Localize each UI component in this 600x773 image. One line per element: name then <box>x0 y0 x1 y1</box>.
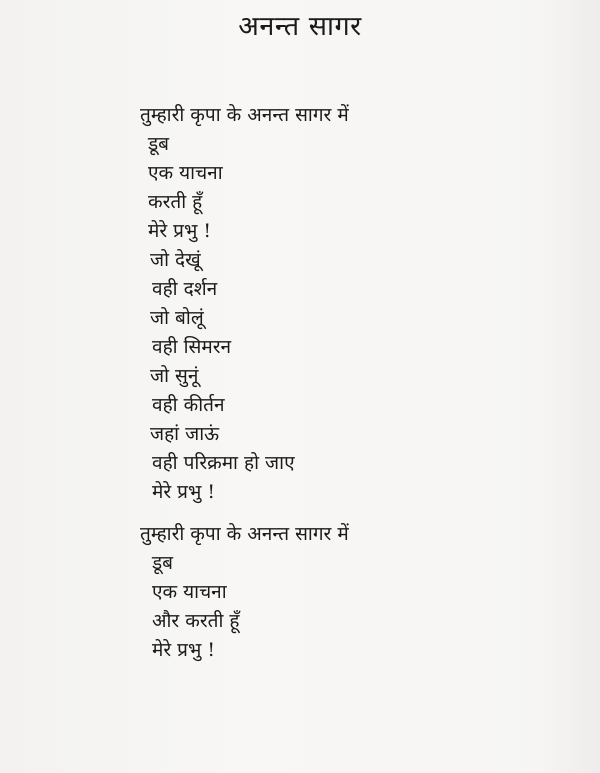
poem-line: वही दर्शन <box>152 278 218 300</box>
poem-line: मेरे प्रभु ! <box>152 639 216 661</box>
poem-line: जहां जाऊं <box>150 423 220 445</box>
poem-line: वही परिक्रमा हो जाए <box>152 452 295 474</box>
poem-line: जो सुनूं <box>150 365 199 387</box>
poem-line: जो बोलूं <box>150 307 204 329</box>
poem-line: करती हूँ <box>148 191 203 213</box>
poem-line: एक याचना <box>148 162 223 184</box>
poem-line: जो देखूं <box>150 249 201 271</box>
poem-line: मेरे प्रभु ! <box>148 220 212 242</box>
poem-line: डूब <box>148 133 170 155</box>
poem-line: तुम्हारी कृपा के अनन्त सागर में <box>140 523 349 545</box>
poem-title: अनन्त सागर <box>238 11 362 42</box>
poem-line: वही कीर्तन <box>152 394 225 416</box>
poem-line: वही सिमरन <box>152 336 232 358</box>
poem-line: एक याचना <box>152 581 227 603</box>
poem-line: तुम्हारी कृपा के अनन्त सागर में <box>140 104 349 126</box>
poem-body <box>140 101 349 665</box>
poem-line: मेरे प्रभु ! <box>152 481 216 503</box>
poem-line: डूब <box>152 552 174 574</box>
stanza-1 <box>140 101 349 507</box>
page-edge-shadow <box>540 0 600 773</box>
poem-line: और करती हूँ <box>152 610 240 632</box>
stanza-2 <box>140 520 349 665</box>
